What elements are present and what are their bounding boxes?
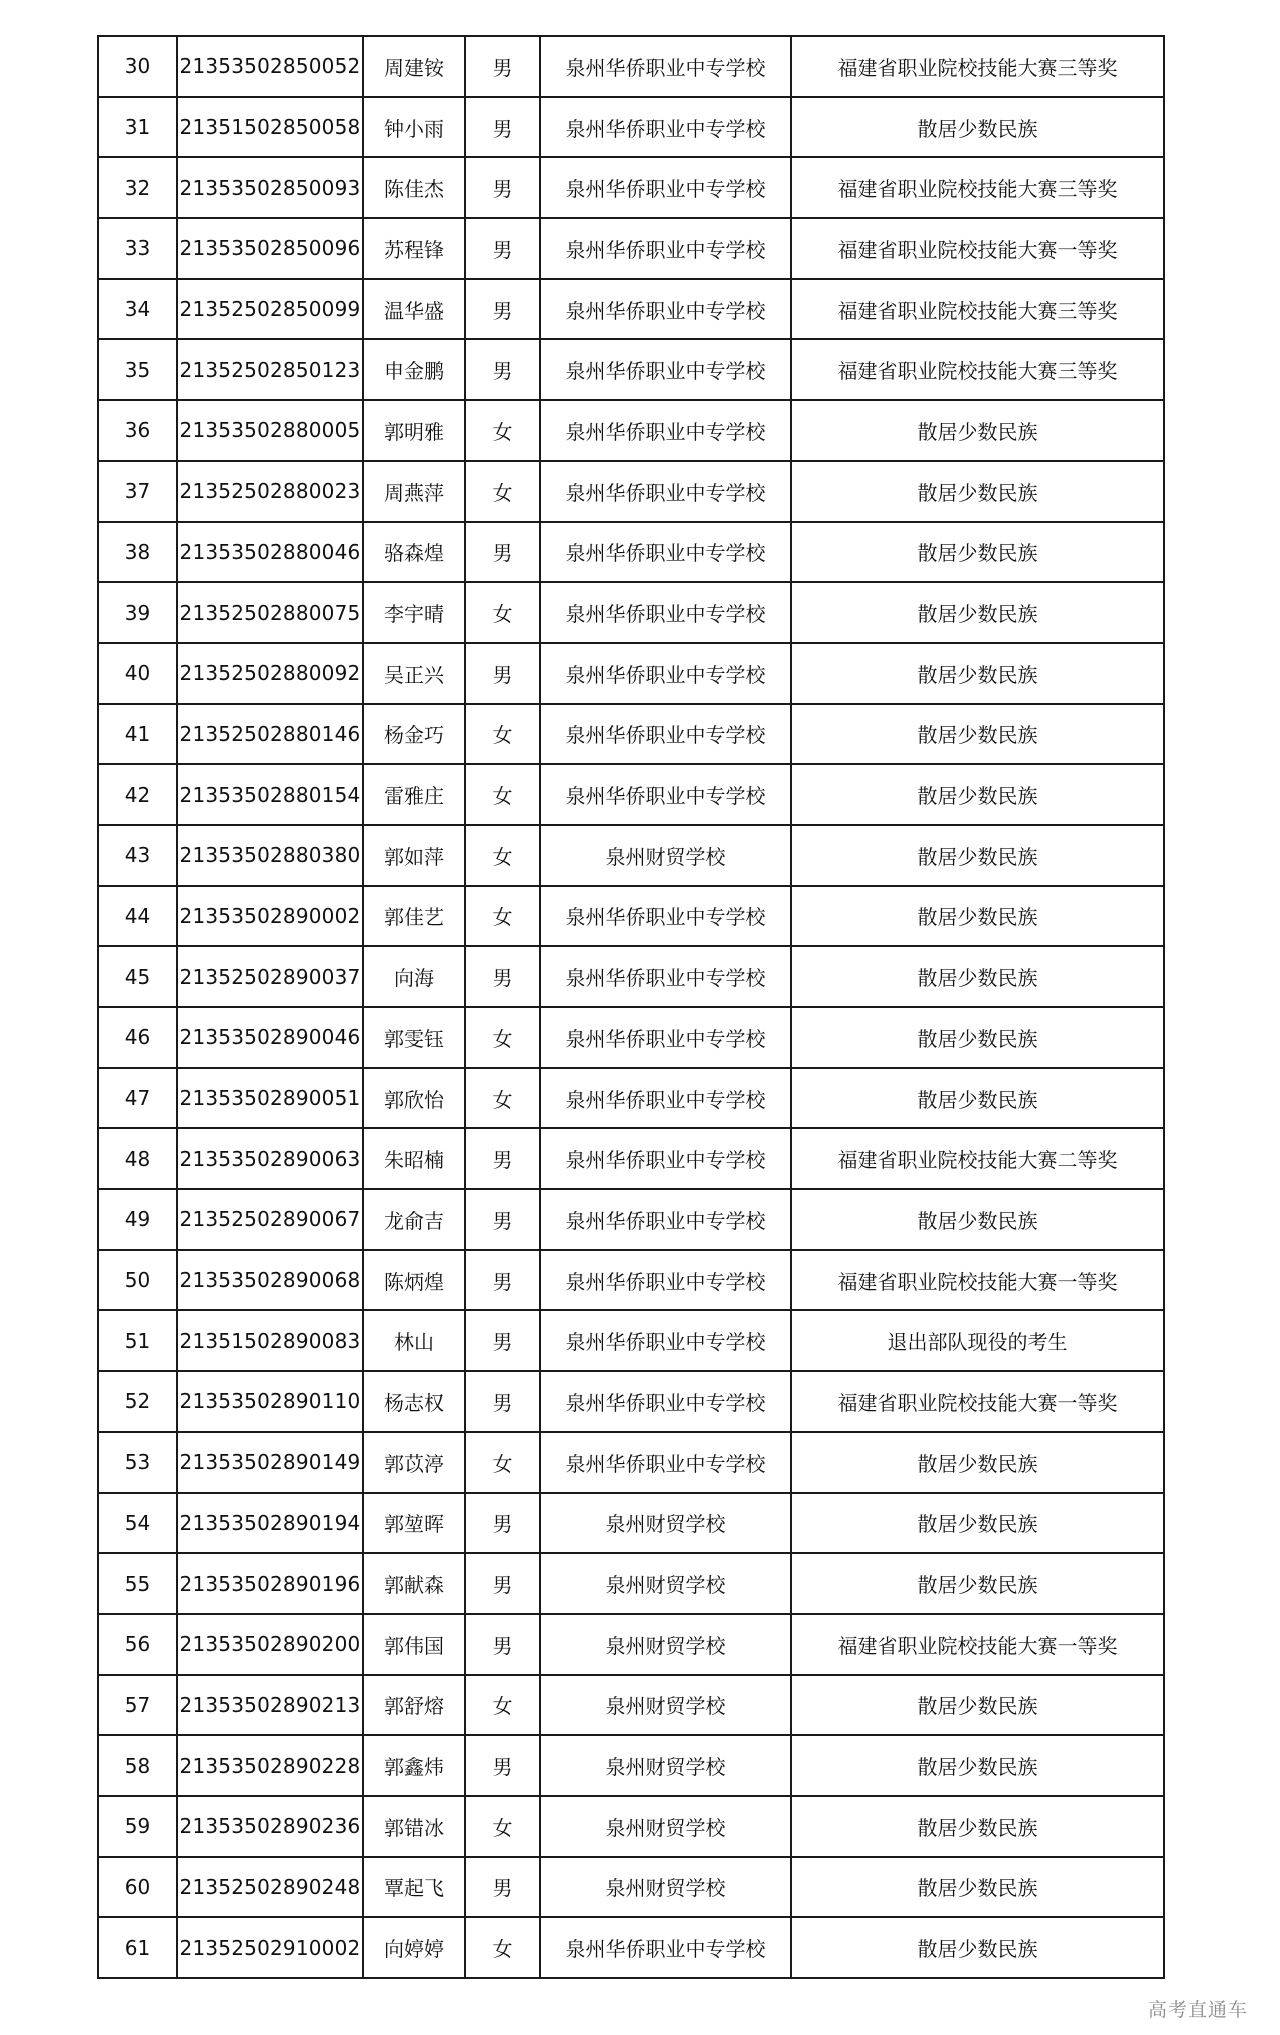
school-cell: 泉州华侨职业中专学校 — [540, 1917, 791, 1978]
school-cell: 泉州华侨职业中专学校 — [540, 1310, 791, 1371]
table-row — [98, 764, 1164, 825]
candidate-id-cell: 21352502880146 — [177, 704, 363, 765]
row-number-cell: 47 — [98, 1068, 177, 1129]
student-name-cell: 钟小雨 — [363, 97, 465, 158]
qualification-cell: 散居少数民族 — [791, 1675, 1164, 1736]
gender-cell: 男 — [465, 1189, 540, 1250]
table-row — [98, 1068, 1164, 1129]
gender-cell: 女 — [465, 825, 540, 886]
row-number-cell: 37 — [98, 461, 177, 522]
row-number-cell: 41 — [98, 704, 177, 765]
row-number-cell: 56 — [98, 1614, 177, 1675]
row-number-cell: 61 — [98, 1917, 177, 1978]
school-cell: 泉州华侨职业中专学校 — [540, 946, 791, 1007]
table-row — [98, 643, 1164, 704]
candidate-id-cell: 21353502850052 — [177, 36, 363, 97]
qualification-cell: 散居少数民族 — [791, 1068, 1164, 1129]
student-name-cell: 郭如萍 — [363, 825, 465, 886]
row-number-cell: 30 — [98, 36, 177, 97]
table-row — [98, 461, 1164, 522]
qualification-cell: 福建省职业院校技能大赛一等奖 — [791, 218, 1164, 279]
table-row — [98, 1371, 1164, 1432]
table-row — [98, 1493, 1164, 1554]
table-row — [98, 1128, 1164, 1189]
row-number-cell: 60 — [98, 1857, 177, 1918]
table-row — [98, 522, 1164, 583]
gender-cell: 男 — [465, 1614, 540, 1675]
qualification-cell: 福建省职业院校技能大赛一等奖 — [791, 1250, 1164, 1311]
school-cell: 泉州华侨职业中专学校 — [540, 279, 791, 340]
student-name-cell: 朱昭楠 — [363, 1128, 465, 1189]
candidate-id-cell: 21352502880023 — [177, 461, 363, 522]
qualification-cell: 散居少数民族 — [791, 886, 1164, 947]
candidate-id-cell: 21353502890051 — [177, 1068, 363, 1129]
candidate-id-cell: 21353502890149 — [177, 1432, 363, 1493]
school-cell: 泉州华侨职业中专学校 — [540, 1432, 791, 1493]
student-name-cell: 郭错冰 — [363, 1796, 465, 1857]
student-roster-table — [97, 35, 1165, 1979]
student-name-cell: 覃起飞 — [363, 1857, 465, 1918]
gender-cell: 女 — [465, 1796, 540, 1857]
gender-cell: 女 — [465, 461, 540, 522]
student-name-cell: 温华盛 — [363, 279, 465, 340]
qualification-cell: 散居少数民族 — [791, 1857, 1164, 1918]
table-row — [98, 157, 1164, 218]
table-row — [98, 886, 1164, 947]
candidate-id-cell: 21351502890083 — [177, 1310, 363, 1371]
student-name-cell: 苏程锋 — [363, 218, 465, 279]
student-name-cell: 龙俞吉 — [363, 1189, 465, 1250]
student-name-cell: 郭伟国 — [363, 1614, 465, 1675]
gender-cell: 男 — [465, 1553, 540, 1614]
candidate-id-cell: 21352502880092 — [177, 643, 363, 704]
row-number-cell: 49 — [98, 1189, 177, 1250]
candidate-id-cell: 21351502850058 — [177, 97, 363, 158]
candidate-id-cell: 21353502880005 — [177, 400, 363, 461]
gender-cell: 男 — [465, 1493, 540, 1554]
gender-cell: 女 — [465, 1068, 540, 1129]
candidate-id-cell: 21352502890037 — [177, 946, 363, 1007]
student-name-cell: 向海 — [363, 946, 465, 1007]
row-number-cell: 31 — [98, 97, 177, 158]
row-number-cell: 34 — [98, 279, 177, 340]
qualification-cell: 散居少数民族 — [791, 946, 1164, 1007]
row-number-cell: 35 — [98, 339, 177, 400]
student-name-cell: 杨金巧 — [363, 704, 465, 765]
gender-cell: 男 — [465, 643, 540, 704]
footer-watermark: 高考直通车 — [1147, 1999, 1248, 2021]
qualification-cell: 散居少数民族 — [791, 643, 1164, 704]
school-cell: 泉州财贸学校 — [540, 1493, 791, 1554]
school-cell: 泉州财贸学校 — [540, 1675, 791, 1736]
student-name-cell: 郭欣怡 — [363, 1068, 465, 1129]
gender-cell: 男 — [465, 1250, 540, 1311]
qualification-cell: 散居少数民族 — [791, 1553, 1164, 1614]
school-cell: 泉州华侨职业中专学校 — [540, 1128, 791, 1189]
candidate-id-cell: 21353502880380 — [177, 825, 363, 886]
qualification-cell: 散居少数民族 — [791, 825, 1164, 886]
candidate-id-cell: 21352502850099 — [177, 279, 363, 340]
candidate-id-cell: 21353502880154 — [177, 764, 363, 825]
qualification-cell: 福建省职业院校技能大赛三等奖 — [791, 36, 1164, 97]
candidate-id-cell: 21352502850123 — [177, 339, 363, 400]
row-number-cell: 53 — [98, 1432, 177, 1493]
qualification-cell: 散居少数民族 — [791, 1432, 1164, 1493]
qualification-cell: 散居少数民族 — [791, 764, 1164, 825]
gender-cell: 女 — [465, 1432, 540, 1493]
student-name-cell: 郭佳艺 — [363, 886, 465, 947]
gender-cell: 男 — [465, 218, 540, 279]
qualification-cell: 散居少数民族 — [791, 1796, 1164, 1857]
student-name-cell: 吴正兴 — [363, 643, 465, 704]
row-number-cell: 55 — [98, 1553, 177, 1614]
qualification-cell: 散居少数民族 — [791, 1917, 1164, 1978]
gender-cell: 男 — [465, 339, 540, 400]
student-name-cell: 陈炳煌 — [363, 1250, 465, 1311]
table-row — [98, 1614, 1164, 1675]
table-row — [98, 582, 1164, 643]
row-number-cell: 39 — [98, 582, 177, 643]
candidate-id-cell: 21353502850093 — [177, 157, 363, 218]
row-number-cell: 42 — [98, 764, 177, 825]
candidate-id-cell: 21353502890200 — [177, 1614, 363, 1675]
qualification-cell: 散居少数民族 — [791, 704, 1164, 765]
candidate-id-cell: 21353502890110 — [177, 1371, 363, 1432]
candidate-id-cell: 21353502850096 — [177, 218, 363, 279]
gender-cell: 男 — [465, 1857, 540, 1918]
table-row — [98, 1857, 1164, 1918]
table-row — [98, 97, 1164, 158]
table-row — [98, 1189, 1164, 1250]
school-cell: 泉州财贸学校 — [540, 825, 791, 886]
gender-cell: 男 — [465, 279, 540, 340]
row-number-cell: 58 — [98, 1735, 177, 1796]
candidate-id-cell: 21353502890194 — [177, 1493, 363, 1554]
candidate-id-cell: 21353502890228 — [177, 1735, 363, 1796]
table-row — [98, 279, 1164, 340]
school-cell: 泉州华侨职业中专学校 — [540, 1189, 791, 1250]
student-name-cell: 郭舒熔 — [363, 1675, 465, 1736]
gender-cell: 男 — [465, 1735, 540, 1796]
row-number-cell: 57 — [98, 1675, 177, 1736]
qualification-cell: 散居少数民族 — [791, 582, 1164, 643]
student-name-cell: 林山 — [363, 1310, 465, 1371]
student-name-cell: 骆森煌 — [363, 522, 465, 583]
candidate-id-cell: 21353502890196 — [177, 1553, 363, 1614]
student-name-cell: 雷雅庄 — [363, 764, 465, 825]
row-number-cell: 33 — [98, 218, 177, 279]
school-cell: 泉州华侨职业中专学校 — [540, 461, 791, 522]
student-name-cell: 申金鹏 — [363, 339, 465, 400]
table-row — [98, 825, 1164, 886]
table-row — [98, 1553, 1164, 1614]
student-name-cell: 陈佳杰 — [363, 157, 465, 218]
gender-cell: 男 — [465, 1128, 540, 1189]
candidate-id-cell: 21353502890236 — [177, 1796, 363, 1857]
qualification-cell: 福建省职业院校技能大赛三等奖 — [791, 279, 1164, 340]
qualification-cell: 散居少数民族 — [791, 1493, 1164, 1554]
table-row — [98, 1310, 1164, 1371]
school-cell: 泉州华侨职业中专学校 — [540, 339, 791, 400]
row-number-cell: 40 — [98, 643, 177, 704]
school-cell: 泉州华侨职业中专学校 — [540, 764, 791, 825]
row-number-cell: 51 — [98, 1310, 177, 1371]
student-name-cell: 李宇晴 — [363, 582, 465, 643]
row-number-cell: 59 — [98, 1796, 177, 1857]
table-row — [98, 1007, 1164, 1068]
table-row — [98, 1250, 1164, 1311]
gender-cell: 女 — [465, 1917, 540, 1978]
row-number-cell: 46 — [98, 1007, 177, 1068]
candidate-id-cell: 21352502890067 — [177, 1189, 363, 1250]
gender-cell: 男 — [465, 522, 540, 583]
student-name-cell: 郭明雅 — [363, 400, 465, 461]
gender-cell: 女 — [465, 400, 540, 461]
table-row — [98, 218, 1164, 279]
school-cell: 泉州华侨职业中专学校 — [540, 582, 791, 643]
qualification-cell: 退出部队现役的考生 — [791, 1310, 1164, 1371]
school-cell: 泉州华侨职业中专学校 — [540, 704, 791, 765]
school-cell: 泉州财贸学校 — [540, 1857, 791, 1918]
student-name-cell: 周建铵 — [363, 36, 465, 97]
qualification-cell: 散居少数民族 — [791, 400, 1164, 461]
gender-cell: 男 — [465, 157, 540, 218]
qualification-cell: 福建省职业院校技能大赛三等奖 — [791, 157, 1164, 218]
table-row — [98, 946, 1164, 1007]
gender-cell: 女 — [465, 764, 540, 825]
candidate-id-cell: 21353502890002 — [177, 886, 363, 947]
row-number-cell: 44 — [98, 886, 177, 947]
school-cell: 泉州华侨职业中专学校 — [540, 1068, 791, 1129]
table-row — [98, 339, 1164, 400]
qualification-cell: 散居少数民族 — [791, 461, 1164, 522]
candidate-id-cell: 21352502890248 — [177, 1857, 363, 1918]
qualification-cell: 散居少数民族 — [791, 522, 1164, 583]
candidate-id-cell: 21353502890046 — [177, 1007, 363, 1068]
school-cell: 泉州华侨职业中专学校 — [540, 1371, 791, 1432]
table-row — [98, 400, 1164, 461]
row-number-cell: 38 — [98, 522, 177, 583]
student-name-cell: 杨志权 — [363, 1371, 465, 1432]
student-name-cell: 周燕萍 — [363, 461, 465, 522]
row-number-cell: 50 — [98, 1250, 177, 1311]
qualification-cell: 散居少数民族 — [791, 1735, 1164, 1796]
table-row — [98, 1917, 1164, 1978]
gender-cell: 男 — [465, 1310, 540, 1371]
student-name-cell: 郭堃晖 — [363, 1493, 465, 1554]
qualification-cell: 福建省职业院校技能大赛一等奖 — [791, 1614, 1164, 1675]
student-name-cell: 郭鑫炜 — [363, 1735, 465, 1796]
row-number-cell: 48 — [98, 1128, 177, 1189]
table-row — [98, 704, 1164, 765]
school-cell: 泉州财贸学校 — [540, 1553, 791, 1614]
table-row — [98, 1735, 1164, 1796]
row-number-cell: 32 — [98, 157, 177, 218]
student-name-cell: 郭献森 — [363, 1553, 465, 1614]
qualification-cell: 散居少数民族 — [791, 1189, 1164, 1250]
gender-cell: 女 — [465, 582, 540, 643]
school-cell: 泉州华侨职业中专学校 — [540, 157, 791, 218]
gender-cell: 男 — [465, 946, 540, 1007]
school-cell: 泉州财贸学校 — [540, 1735, 791, 1796]
school-cell: 泉州华侨职业中专学校 — [540, 1250, 791, 1311]
gender-cell: 女 — [465, 704, 540, 765]
school-cell: 泉州华侨职业中专学校 — [540, 97, 791, 158]
candidate-id-cell: 21352502910002 — [177, 1917, 363, 1978]
gender-cell: 男 — [465, 1371, 540, 1432]
school-cell: 泉州华侨职业中专学校 — [540, 36, 791, 97]
student-name-cell: 郭苡渟 — [363, 1432, 465, 1493]
qualification-cell: 福建省职业院校技能大赛一等奖 — [791, 1371, 1164, 1432]
gender-cell: 女 — [465, 1675, 540, 1736]
qualification-cell: 散居少数民族 — [791, 97, 1164, 158]
row-number-cell: 45 — [98, 946, 177, 1007]
student-name-cell: 向婷婷 — [363, 1917, 465, 1978]
row-number-cell: 54 — [98, 1493, 177, 1554]
table-row — [98, 1796, 1164, 1857]
school-cell: 泉州华侨职业中专学校 — [540, 643, 791, 704]
row-number-cell: 52 — [98, 1371, 177, 1432]
candidate-id-cell: 21353502890213 — [177, 1675, 363, 1736]
qualification-cell: 福建省职业院校技能大赛三等奖 — [791, 339, 1164, 400]
school-cell: 泉州华侨职业中专学校 — [540, 522, 791, 583]
table-row — [98, 1432, 1164, 1493]
table-row — [98, 1675, 1164, 1736]
school-cell: 泉州华侨职业中专学校 — [540, 218, 791, 279]
gender-cell: 女 — [465, 886, 540, 947]
school-cell: 泉州财贸学校 — [540, 1796, 791, 1857]
qualification-cell: 福建省职业院校技能大赛二等奖 — [791, 1128, 1164, 1189]
student-name-cell: 郭雯钰 — [363, 1007, 465, 1068]
gender-cell: 女 — [465, 1007, 540, 1068]
gender-cell: 男 — [465, 97, 540, 158]
gender-cell: 男 — [465, 36, 540, 97]
row-number-cell: 36 — [98, 400, 177, 461]
row-number-cell: 43 — [98, 825, 177, 886]
school-cell: 泉州华侨职业中专学校 — [540, 400, 791, 461]
school-cell: 泉州财贸学校 — [540, 1614, 791, 1675]
table-row — [98, 36, 1164, 97]
candidate-id-cell: 21353502890063 — [177, 1128, 363, 1189]
roster-body — [98, 36, 1164, 1978]
candidate-id-cell: 21352502880075 — [177, 582, 363, 643]
candidate-id-cell: 21353502890068 — [177, 1250, 363, 1311]
school-cell: 泉州华侨职业中专学校 — [540, 886, 791, 947]
qualification-cell: 散居少数民族 — [791, 1007, 1164, 1068]
candidate-id-cell: 21353502880046 — [177, 522, 363, 583]
school-cell: 泉州华侨职业中专学校 — [540, 1007, 791, 1068]
